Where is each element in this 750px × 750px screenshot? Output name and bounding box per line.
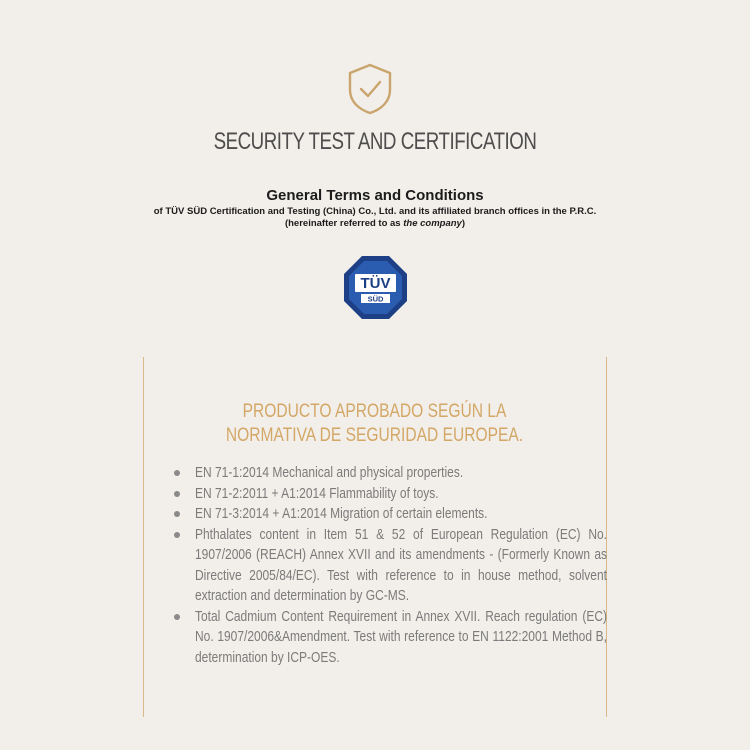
document-company-line: of TÜV SÜD Certification and Testing (China) Co., Ltd. and its affiliated branch offices in the P.R.C.	[153, 206, 597, 217]
bullet-icon	[174, 511, 180, 517]
bullet-icon	[174, 532, 180, 538]
svg-text:TÜV: TÜV	[360, 275, 391, 292]
approval-line-2: NORMATIVA DE SEGURIDAD EUROPEA.	[225, 425, 524, 446]
page-title: SECURITY TEST AND CERTIFICATION	[213, 128, 537, 155]
bullet-icon	[174, 491, 180, 497]
tuv-sud-logo	[343, 255, 408, 320]
list-item: EN 71-1:2014 Mechanical and physical properties.	[165, 463, 605, 484]
list-item: EN 71-2:2011 + A1:2014 Flammability of toys.	[165, 484, 605, 505]
list-item: Phthalates content in Item 51 & 52 of European Regulation (EC) No. 1907/2006 (REACH) Annex XVII and its amendments - (Formerly Known as Directive 2005/84/EC). Test with reference to in house method, solvent extraction and determination by GC-MS.	[165, 525, 605, 607]
svg-text:SÜD: SÜD	[367, 294, 384, 304]
list-item: Total Cadmium Content Requirement in Annex XVII. Reach regulation (EC) No. 1907/2006&Amendment. Test with reference to EN 1122:2001 Method B, determination by ICP-OES.	[165, 607, 605, 669]
standards-list	[165, 463, 605, 668]
shield-check-icon	[347, 63, 393, 115]
bullet-icon	[174, 614, 180, 620]
document-heading: General Terms and Conditions	[266, 187, 484, 204]
bullet-icon	[174, 470, 180, 476]
document-reference-line: (hereinafter referred to as the company)	[284, 218, 466, 229]
approval-heading	[143, 400, 606, 448]
approval-line-1: PRODUCTO APROBADO SEGÚN LA	[242, 401, 507, 422]
list-item: EN 71-3:2014 + A1:2014 Migration of certain elements.	[165, 504, 605, 525]
